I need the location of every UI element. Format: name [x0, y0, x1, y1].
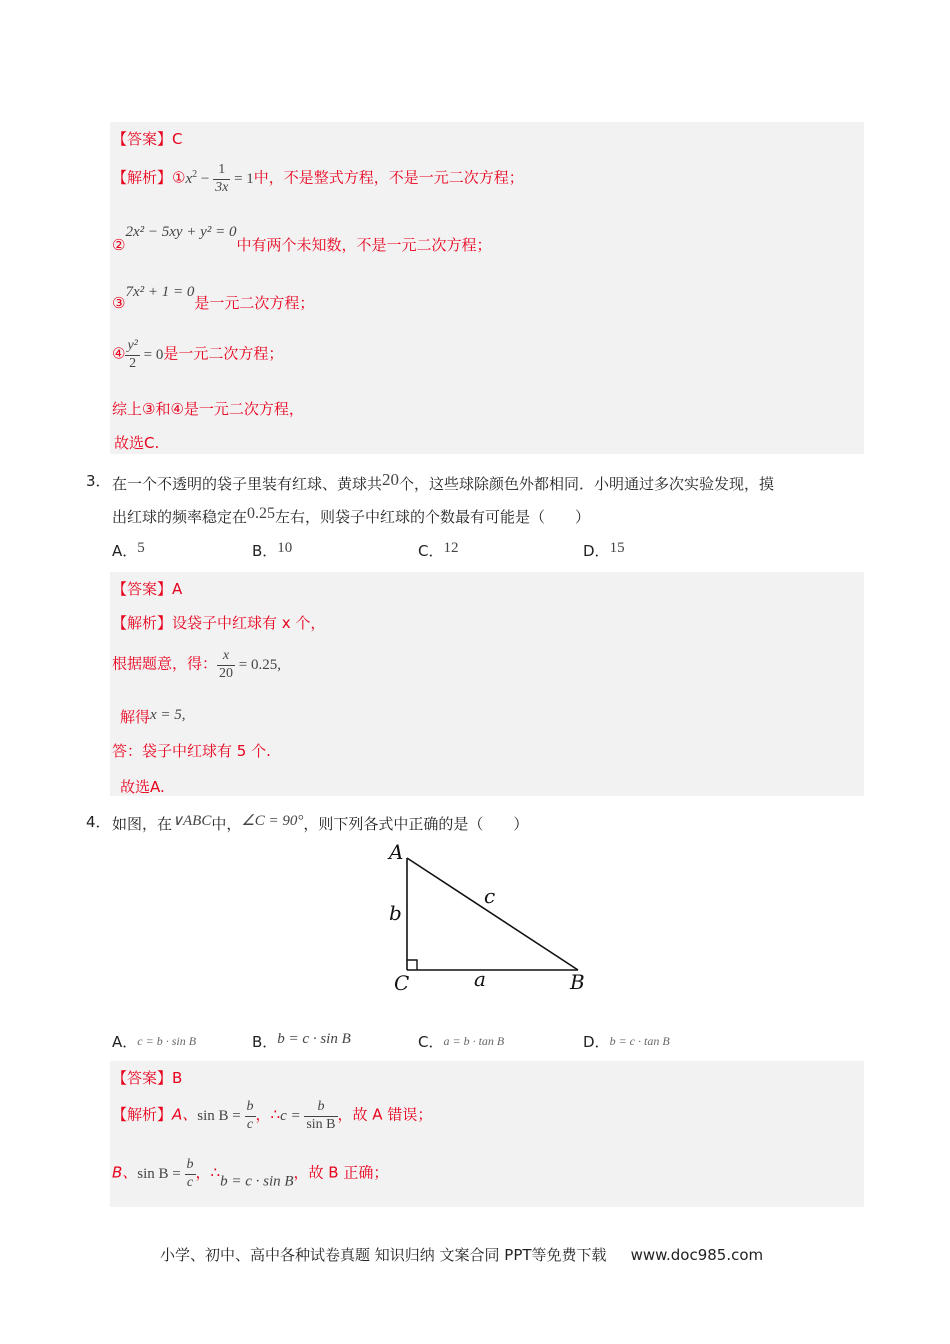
q4-option-a[interactable]: A．c = b · sin B: [112, 1033, 197, 1051]
q3-answer-label: 【答案】A: [112, 580, 183, 598]
q2-answer-label: 【答案】C: [112, 130, 183, 148]
side-c: [407, 858, 578, 970]
q4-analysis-line-a: 【解析】A、sin B = $\frac{b}{c}$ ，∴c = $\frac{b}{\text{sin B}}$ ，故 A 错误；: [112, 1099, 433, 1132]
q2-analysis-line-1: 【解析】$①x^2$ − $\frac{1}{3x}$ = 1中，不是整式方程，不是一元二次方程；: [112, 162, 524, 195]
q4-text: 如图，在∨ABC中，∠C = 90°，则下列各式中正确的是（ ）: [112, 813, 529, 833]
q3-number: 3．: [86, 472, 111, 490]
q3-text-line-2: 出红球的频率稳定在0.25左右，则袋子中红球的个数最有可能是（ ）: [112, 505, 591, 526]
q4-answer-box: [110, 1061, 864, 1207]
q4-number: 4．: [86, 813, 111, 831]
q3-option-d[interactable]: D．15: [583, 540, 625, 560]
q3-text-line-1: 在一个不透明的袋子里装有红球、黄球共20个，这些球除颜色外都相同．小明通过多次实验发现，摸: [112, 470, 775, 493]
side-b-label: b: [389, 901, 402, 925]
q4-option-d[interactable]: D．b = c · tan B: [583, 1033, 670, 1051]
q3-analysis-line-4: 答：袋子中红球有 5 个.: [112, 742, 271, 760]
q2-choice: 故选C.: [114, 434, 160, 452]
right-angle-mark: [407, 960, 417, 970]
q4-analysis-line-b: B、sin B = $\frac{b}{c}$ ，∴b = c · sin B，故 B 正确；: [112, 1157, 389, 1190]
q2-analysis-line-3: ③7x² + 1 = 0是一元二次方程；: [112, 284, 315, 312]
q3-analysis-line-2: 根据题意，得： $\frac{x}{20}$ = 0.25,: [112, 648, 281, 681]
q3-option-c[interactable]: C．12: [418, 540, 459, 560]
q3-analysis-line-1: 【解析】设袋子中红球有 x 个，: [112, 614, 326, 632]
q2-answer-box: [110, 122, 864, 454]
footer-text: 小学、初中、高中各种试卷真题 知识归纳 文案合同 PPT等免费下载: [160, 1246, 607, 1264]
q3-answer-box: [110, 572, 864, 796]
q2-analysis-line-2: ②2x² − 5xy + y² = 0中有两个未知数，不是一元二次方程；: [112, 224, 492, 254]
q3-analysis-line-3: 解得x = 5,: [120, 707, 186, 726]
q3-option-b[interactable]: B．10: [252, 540, 293, 560]
q4-option-b[interactable]: B．b = c · sin B: [252, 1031, 351, 1051]
triangle-figure: [380, 840, 620, 1000]
q4-answer-label: 【答案】B: [112, 1069, 183, 1087]
vertex-B-label: B: [570, 970, 585, 994]
q4-option-c[interactable]: C．a = b · tan B: [418, 1033, 505, 1051]
page-footer: [160, 1244, 763, 1265]
q2-summary: 综上③和④是一元二次方程，: [112, 400, 304, 418]
q3-option-a[interactable]: A．5: [112, 540, 145, 560]
vertex-A-label: A: [389, 840, 404, 864]
footer-site-link[interactable]: www.doc985.com: [630, 1246, 764, 1264]
side-a-label: a: [474, 967, 486, 991]
q2-analysis-line-4: ④ $\frac{\text{y²}}{2}$ = 0是一元二次方程；: [112, 338, 284, 371]
side-c-label: c: [484, 884, 496, 908]
q3-choice: 故选A.: [120, 778, 165, 796]
vertex-C-label: C: [394, 971, 410, 995]
